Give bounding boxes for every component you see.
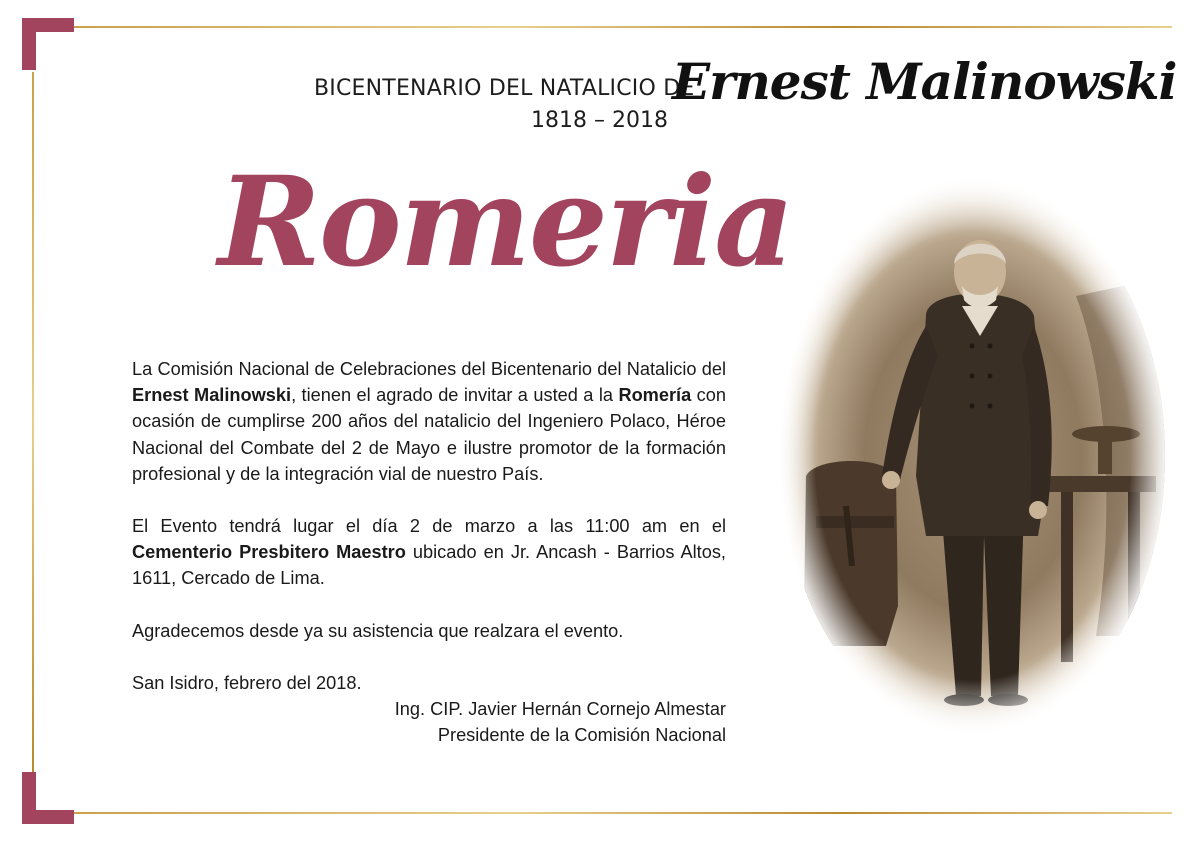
honoree-name-script: Ernest Malinowski [672,52,1177,111]
signatory-name: Ing. CIP. Javier Hernán Cornejo Almestar [394,699,726,719]
corner-top-left [22,18,74,70]
text-run: ubicado en Jr. Ancash - Barrios Altos, 1611, Cercado de Lima. [132,542,726,589]
bold-event: Romería [618,385,692,406]
corner-bottom-left [22,772,74,824]
header-years: 1818 – 2018 [531,108,668,133]
signature-block [360,696,726,748]
text-run: El Evento tendrá lugar el día 2 de marzo a las 11:00 am en el [132,516,726,537]
page-title: Romeria [218,150,793,295]
header-title: BICENTENARIO DEL NATALICIO DE [314,76,695,101]
signatory-role: Presidente de la Comisión Nacional [437,725,726,745]
paragraph-thanks: Agradecemos desde ya su asistencia que realzara el evento. [132,620,624,641]
bold-name: Ernest Malinowski [132,385,292,406]
frame-left-line [32,72,34,772]
text-run: La Comisión Nacional de Celebraciones del Bicentenario del Natalicio del [132,359,726,379]
bold-location: Cementerio Presbitero Maestro [132,542,406,563]
paragraph-event-details [132,513,726,592]
paragraph-invitation [132,356,726,487]
frame-top-line [74,26,1172,28]
text-run: , tienen el agrado de invitar a usted a la [291,385,619,406]
text-run: con ocasión de cumplirse 200 años del natalicio del Ingeniero Polaco, Héroe Nacional del Combate del 2 de Mayo e ilustre promotor de la formación profesional y de la integración vial de nuestro País. [132,385,726,484]
portrait-photo [776,176,1170,736]
paragraph-date-place: San Isidro, febrero del 2018. [132,672,362,693]
frame-bottom-line [74,812,1172,814]
invitation-body [132,356,726,696]
vintage-portrait-icon [776,176,1170,736]
